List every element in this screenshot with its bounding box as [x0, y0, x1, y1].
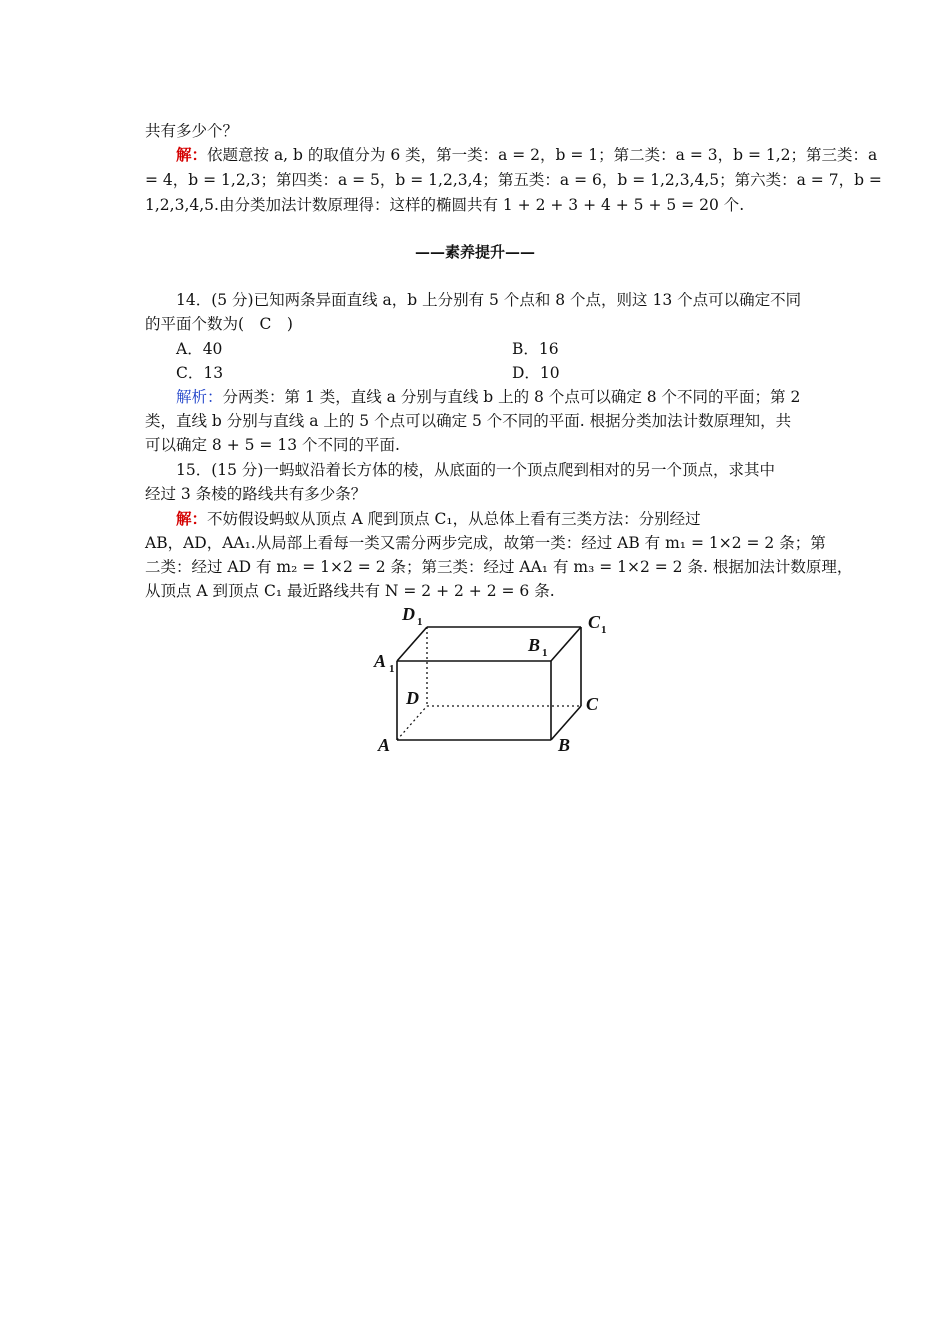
vertex-label-d1: D: [402, 604, 415, 624]
solution-label: 解：: [176, 145, 208, 164]
q14-analysis-line1: [176, 385, 800, 409]
q15-stem-line2: 经过 3 条棱的路线共有多少条？: [145, 485, 367, 503]
q13-solution-text1: 依题意按 a, b 的取值分为 6 类，第一类：a = 2，b = 1；第二类：a = 3，b = 1,2；第三类：a: [207, 146, 878, 164]
section-title: ——素养提升——: [414, 243, 535, 261]
q14-option-a: A．40: [176, 340, 223, 358]
vertex-label-d: D: [406, 688, 419, 708]
q14-analysis-text1: 分两类：第 1 类，直线 a 分别与直线 b 上的 8 个点可以确定 8 个不同的平面；第 2: [222, 388, 801, 406]
q15-solution-line1: [176, 507, 701, 531]
q14-analysis-line3: 可以确定 8 + 5 = 13 个不同的平面.: [145, 436, 400, 454]
q13-solution-line2: = 4，b = 1,2,3；第四类：a = 5，b = 1,2,3,4；第五类：a = 6，b = 1,2,3,4,5；第六类：a = 7，b =: [145, 171, 882, 189]
vertex-label-b: B: [558, 735, 571, 755]
q13-solution-line1: [176, 143, 877, 167]
q14-analysis-line2: 类，直线 b 分别与直线 a 上的 5 个点可以确定 5 个不同的平面. 根据分类加法计数原理知，共: [145, 412, 792, 430]
q14-stem-line1: 14．(5 分)已知两条异面直线 a，b 上分别有 5 个点和 8 个点，则这 13 个点可以确定不同: [176, 291, 802, 309]
q14-option-b: B．16: [512, 340, 559, 358]
q15-stem-line1: 15．(15 分)一蚂蚁沿着长方体的棱，从底面的一个顶点爬到相对的另一个顶点，求其中: [176, 461, 775, 479]
q15-solution-line3: 二类：经过 AD 有 m₂ = 1×2 = 2 条；第三类：经过 AA₁ 有 m₃ = 1×2 = 2 条. 根据加法计数原理，: [145, 558, 853, 576]
vertex-label-a1: A: [374, 651, 387, 671]
edge-b1c1: [551, 627, 581, 661]
subscript-b1: 1: [542, 647, 548, 659]
hidden-edge-ad: [397, 706, 427, 740]
edge-a1d1: [397, 627, 427, 661]
q14-option-c: C．13: [176, 364, 224, 382]
cuboid-figure: [360, 598, 620, 768]
subscript-a1: 1: [389, 663, 395, 675]
q14-stem-line2: 的平面个数为( C ): [145, 315, 293, 333]
q14-option-d: D．10: [512, 364, 560, 382]
q13-tail: 共有多少个？: [145, 122, 239, 140]
solution-label: 解：: [176, 509, 208, 528]
vertex-label-a: A: [378, 735, 391, 755]
subscript-d1: 1: [417, 616, 423, 628]
vertex-label-c: C: [586, 694, 599, 714]
q15-solution-line2: AB，AD，AA₁.从局部上看每一类又需分两步完成，故第一类：经过 AB 有 m₁ = 1×2 = 2 条；第: [145, 534, 826, 552]
q15-solution-text1: 不妨假设蚂蚁从顶点 A 爬到顶点 C₁，从总体上看有三类方法：分别经过: [207, 510, 701, 528]
q15-solution-line4: 从顶点 A 到顶点 C₁ 最近路线共有 N = 2 + 2 + 2 = 6 条.: [145, 582, 555, 600]
vertex-label-b1: B: [528, 635, 541, 655]
subscript-c1: 1: [601, 624, 607, 636]
vertex-label-c1: C: [588, 612, 601, 632]
analysis-label: 解析：: [176, 388, 223, 406]
q13-solution-line3: 1,2,3,4,5.由分类加法计数原理得：这样的椭圆共有 1 + 2 + 3 + 4 + 5 + 5 = 20 个.: [145, 196, 745, 214]
